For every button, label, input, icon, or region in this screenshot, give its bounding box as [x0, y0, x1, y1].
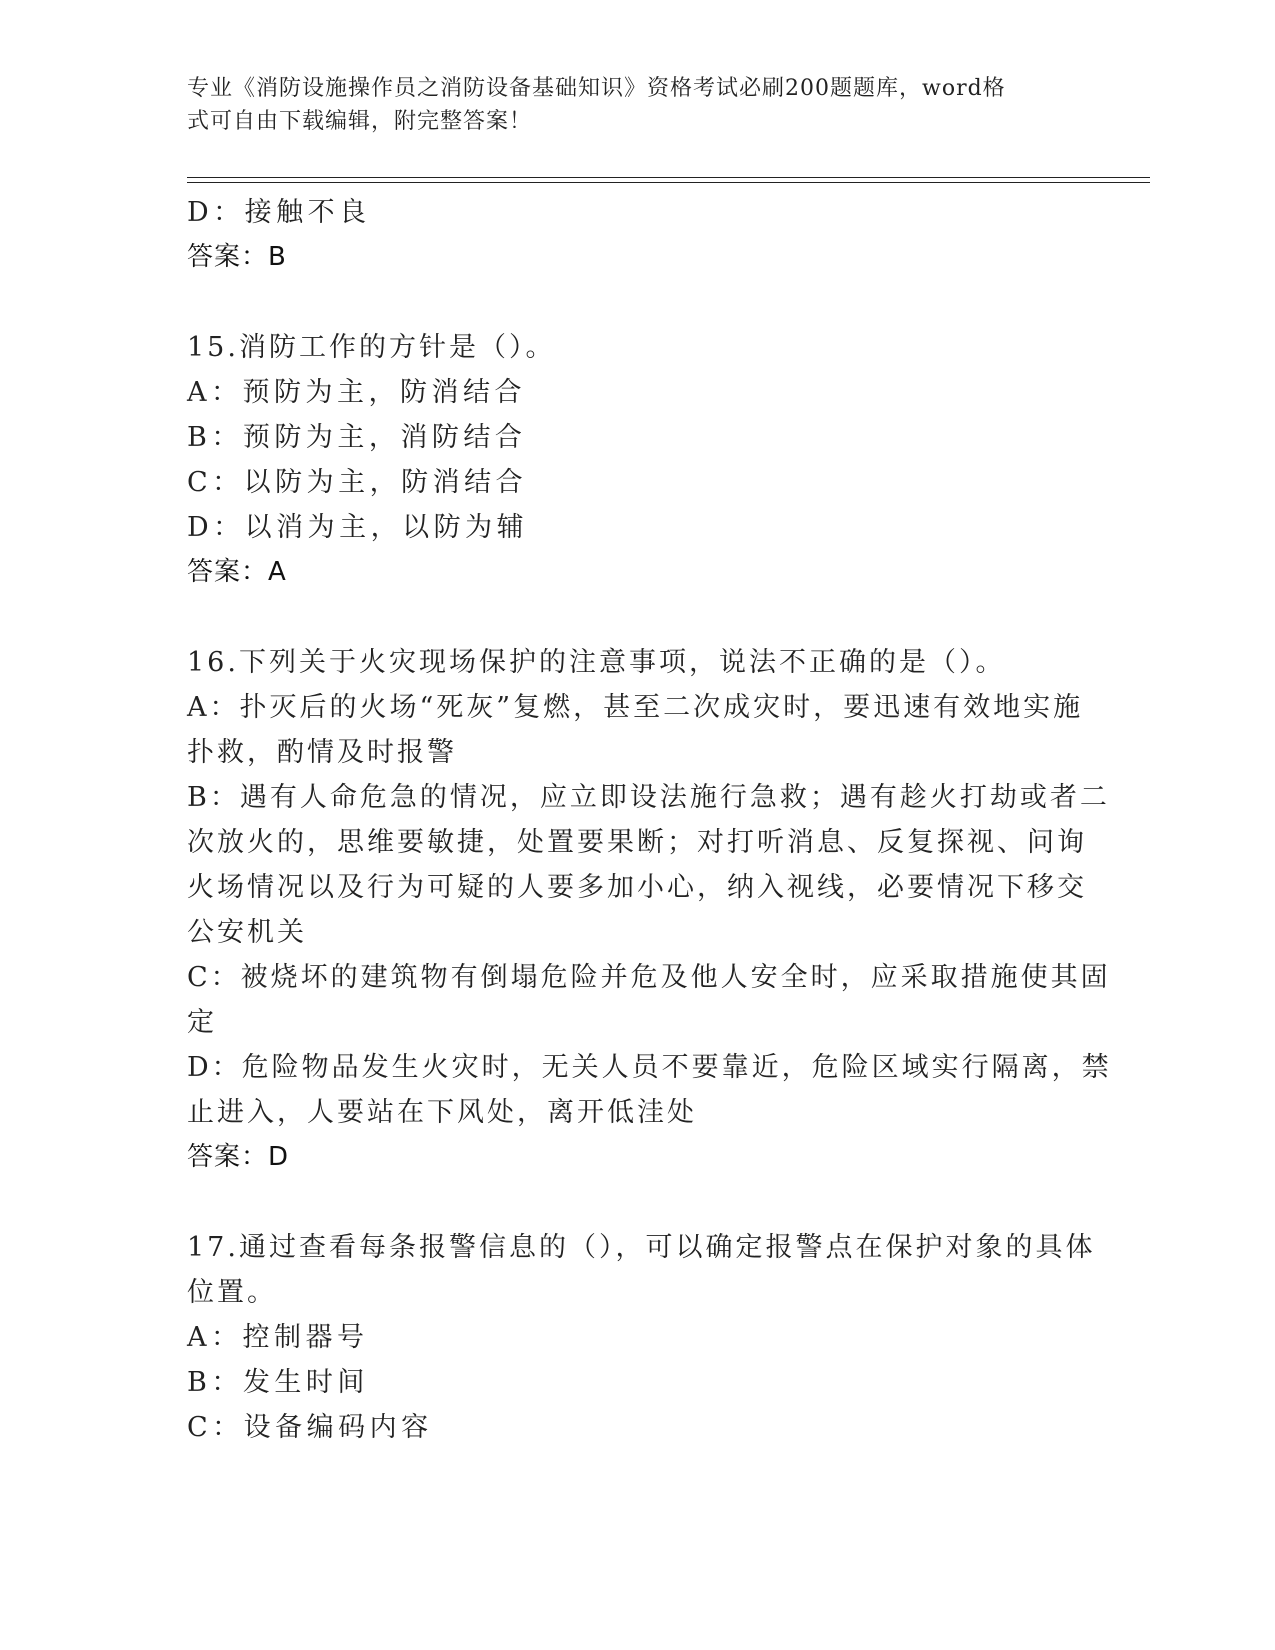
q16-option-d-line-2: 止进入，人要站在下风处，离开低洼处 — [187, 1097, 697, 1128]
question-15 — [187, 325, 1087, 595]
q16-answer: 答案：D — [187, 1142, 290, 1172]
q16-stem: 16.下列关于火灾现场保护的注意事项，说法不正确的是（）。 — [187, 647, 1006, 678]
header-line-1: 专业《消防设施操作员之消防设备基础知识》资格考试必刷200题题库，word格 — [187, 76, 1006, 101]
q16-option-d-line-1: D：危险物品发生火灾时，无关人员不要靠近，危险区域实行隔离，禁 — [187, 1052, 1112, 1083]
question-16 — [187, 640, 1112, 1180]
q17-stem-line-2: 位置。 — [187, 1277, 277, 1308]
q17-option-a: A：控制器号 — [187, 1322, 369, 1353]
q15-stem: 15.消防工作的方针是（）。 — [187, 332, 556, 363]
q15-option-b: B：预防为主，消防结合 — [187, 422, 527, 453]
q16-option-a-line-1: A：扑灭后的火场“死灰”复燃，甚至二次成灾时，要迅速有效地实施 — [187, 692, 1084, 723]
q15-answer: 答案：A — [187, 557, 287, 587]
document-header — [187, 72, 1067, 138]
q15-option-d: D：以消为主，以防为辅 — [187, 512, 529, 543]
q16-option-c-line-2: 定 — [187, 1007, 217, 1038]
q16-option-a-line-2: 扑救，酌情及时报警 — [187, 737, 457, 768]
q17-option-c: C：设备编码内容 — [187, 1412, 433, 1443]
question-list — [187, 190, 1112, 1450]
header-line-2: 式可自由下载编辑，附完整答案！ — [187, 109, 533, 134]
spacer — [187, 595, 1087, 640]
spacer — [187, 1180, 1087, 1225]
q17-stem-line-1: 17.通过查看每条报警信息的（），可以确定报警点在保护对象的具体 — [187, 1232, 1096, 1263]
question-17 — [187, 1225, 1096, 1450]
q16-option-c-line-1: C：被烧坏的建筑物有倒塌危险并危及他人安全时，应采取措施使其固 — [187, 962, 1111, 993]
q15-option-c: C：以防为主，防消结合 — [187, 467, 528, 498]
q16-option-b-line-3: 火场情况以及行为可疑的人要多加小心，纳入视线，必要情况下移交 — [187, 872, 1087, 903]
q15-option-a: A：预防为主，防消结合 — [187, 377, 526, 408]
q14-answer: 答案：B — [187, 242, 287, 272]
q17-option-b: B：发生时间 — [187, 1367, 369, 1398]
header-divider-top — [187, 177, 1150, 178]
spacer — [187, 280, 1087, 325]
header-divider-bottom — [187, 182, 1150, 183]
q16-option-b-line-4: 公安机关 — [187, 917, 307, 948]
q16-option-b-line-1: B：遇有人命危急的情况，应立即设法施行急救；遇有趁火打劫或者二 — [187, 782, 1110, 813]
q16-option-b-line-2: 次放火的，思维要敏捷，处置要果断；对打听消息、反复探视、问询 — [187, 827, 1087, 858]
q14-option-d: D：接触不良 — [187, 197, 371, 228]
